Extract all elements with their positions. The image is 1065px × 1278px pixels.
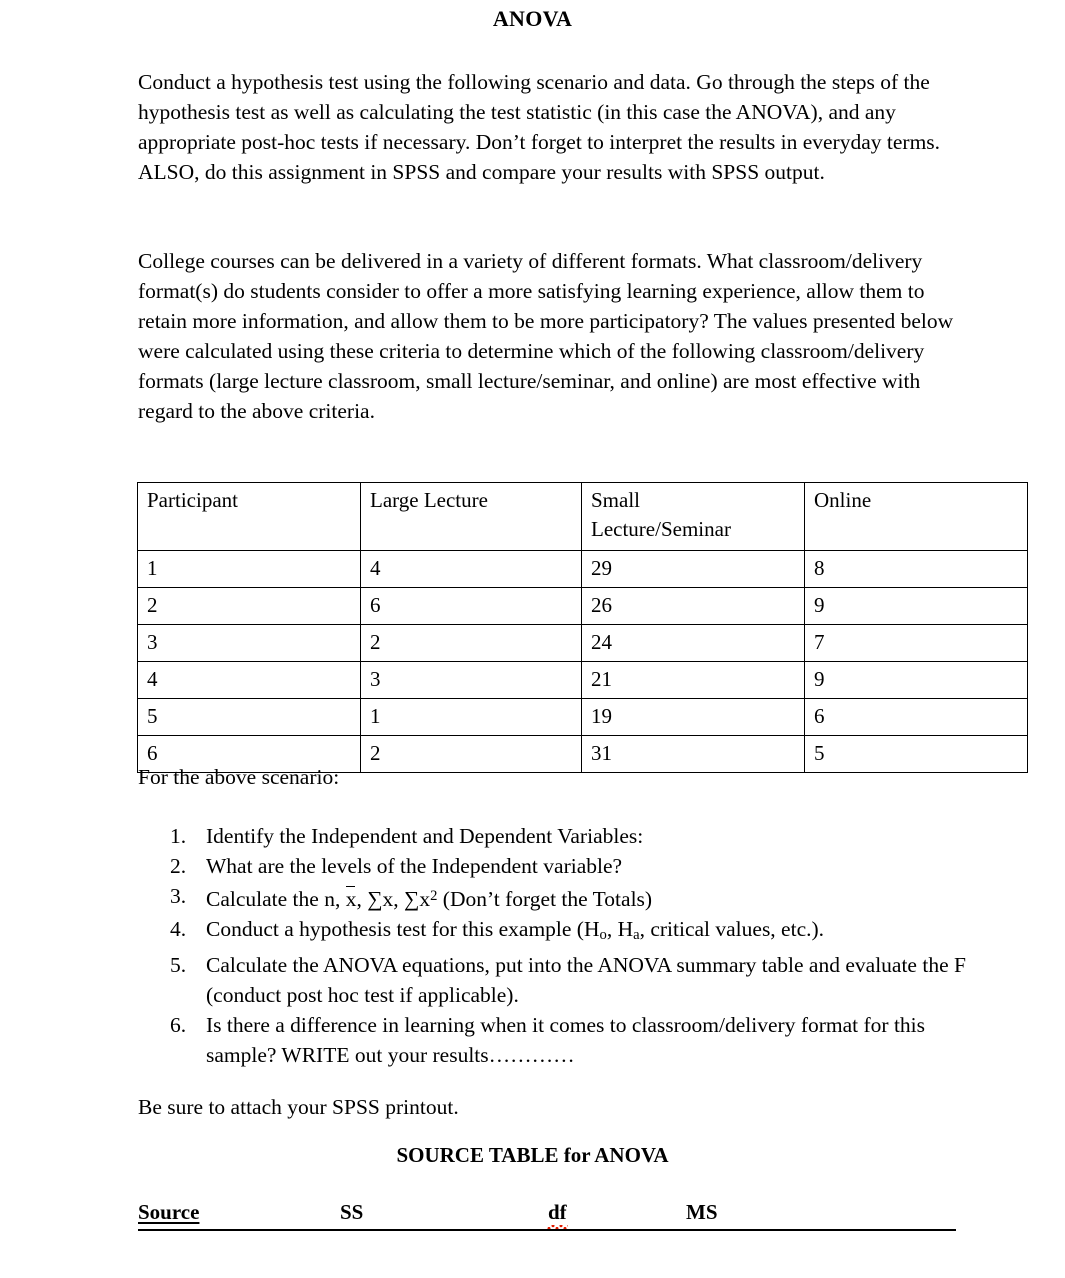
table-header-row [138,483,1028,551]
cell-small-lecture: 29 [582,551,805,588]
cell-online: 9 [805,588,1028,625]
cell-large-lecture: 2 [361,736,582,773]
table-header-small-lecture-seminar [582,483,805,551]
source-col-header-ss: SS [340,1200,364,1224]
list-item-number: 2. [170,854,187,878]
cell-small-lecture: 26 [582,588,805,625]
list-item-number: 1. [170,824,187,848]
cell-participant: 1 [138,551,361,588]
cell-participant: 4 [138,662,361,699]
alt-hypothesis-subscript: a [633,927,640,944]
null-hypothesis-subscript: o [599,927,607,944]
list-item-number: 4. [170,917,187,942]
source-col-header-df [548,1200,567,1225]
participant-data-table [137,482,1028,773]
list-item-text: Is there a difference in learning when it comes to classroom/delivery format for this sample? WRITE out your results………… [206,1013,926,1068]
cell-small-lecture: 24 [582,625,805,662]
item3-part-b: , ∑x, ∑x [356,887,431,912]
cell-large-lecture: 4 [361,551,582,588]
cell-large-lecture: 6 [361,588,582,625]
cell-participant: 2 [138,588,361,625]
list-item [170,914,970,950]
list-item-text: What are the levels of the Independent variable? [206,854,623,878]
source-col-header-source: Source [138,1200,200,1224]
attach-printout-note: Be sure to attach your SPSS printout. [138,1095,459,1119]
item3-part-a: Calculate the n, [206,887,346,912]
cell-online: 5 [805,736,1028,773]
cell-large-lecture: 3 [361,662,582,699]
task-list [170,821,970,1070]
list-item-text [206,881,970,914]
table-header-participant: Participant [138,483,361,551]
cell-participant: 5 [138,699,361,736]
list-item-number: 5. [170,953,187,978]
cell-participant: 3 [138,625,361,662]
item4-part-a: Conduct a hypothesis test for this example (H [206,917,600,942]
item3-superscript: 2 [430,888,438,904]
table-row [138,662,1028,699]
list-item-number: 6. [170,1013,187,1038]
intro-paragraph: Conduct a hypothesis test using the following scenario and data. Go through the steps of the hypothesis test as well as calculating the test statistic (in this case the ANOVA), and any appropriate post-hoc tests if necessary. Don’t forget to interpret the results in everyday terms. ALSO, do this assignment in SPSS and compare your results with SPSS output. [138,70,941,184]
spellcheck-underline: df [548,1200,567,1224]
cell-small-lecture: 31 [582,736,805,773]
table-header-small-line2: Lecture/Seminar [591,517,731,541]
table-row [138,588,1028,625]
table-row [138,551,1028,588]
cell-online: 8 [805,551,1028,588]
list-item [170,851,970,881]
list-item [170,821,970,851]
cell-small-lecture: 21 [582,662,805,699]
item4-part-c: , critical values, etc.). [639,917,825,942]
list-item [170,950,970,1010]
list-item [170,881,970,914]
item4-part-b: , H [606,917,634,942]
table-row [138,625,1028,662]
table-header-small-line1: Small [591,488,641,512]
table-header-online: Online [805,483,1028,551]
source-table-rule [138,1229,956,1231]
x-bar-symbol: x [346,884,357,914]
table-header-large-lecture: Large Lecture [361,483,582,551]
list-item-text: Calculate the ANOVA equations, put into the ANOVA summary table and evaluate the F (conduct post hoc test if applicable). [206,953,966,1008]
cell-participant: 6 [138,736,361,773]
list-item-number: 3. [170,884,187,908]
cell-large-lecture: 1 [361,699,582,736]
cell-online: 7 [805,625,1028,662]
source-table-heading: SOURCE TABLE for ANOVA [396,1143,669,1167]
cell-large-lecture: 2 [361,625,582,662]
list-item [170,1010,970,1070]
item3-part-c: (Don’t forget the Totals) [437,887,653,912]
list-item-text: Identify the Independent and Dependent Variables: [206,824,644,848]
cell-online: 6 [805,699,1028,736]
list-lead-in: For the above scenario: [138,765,340,789]
scenario-paragraph: College courses can be delivered in a variety of different formats. What classroom/delivery format(s) do students consider to offer a more satisfying learning experience, allow them to retain more information, and allow them to be more participatory? The values presented below were calculated using these criteria to determine which of the following classroom/delivery formats (large lecture classroom, small lecture/seminar, and online) are most effective with regard to the above criteria. [138,249,954,423]
table-row [138,699,1028,736]
cell-small-lecture: 19 [582,699,805,736]
cell-online: 9 [805,662,1028,699]
source-col-header-ms: MS [686,1200,718,1224]
page-title: ANOVA [492,6,573,31]
list-item-text [206,914,970,950]
